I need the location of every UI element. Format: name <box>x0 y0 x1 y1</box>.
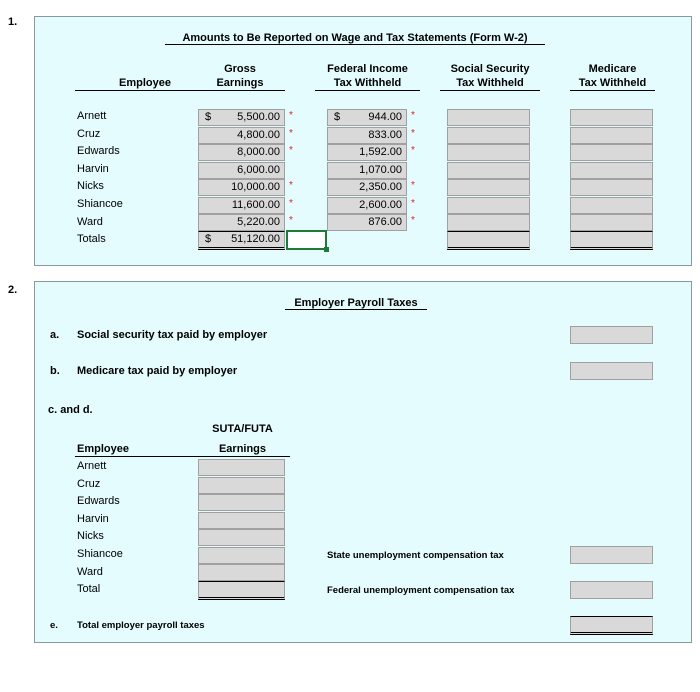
item-a-letter: a. <box>50 329 60 341</box>
social-security-tax-input[interactable] <box>447 144 530 161</box>
social-security-tax-input[interactable] <box>447 127 530 144</box>
suta-futa-earnings-input[interactable] <box>198 529 285 546</box>
w2-amounts-panel <box>34 16 692 266</box>
suta-futa-header-line1: SUTA/FUTA <box>212 423 273 435</box>
employee-name: Harvin <box>77 512 109 525</box>
required-marker: * <box>289 215 293 226</box>
social-security-employer-input[interactable] <box>570 326 653 344</box>
employer-payroll-taxes-panel <box>34 281 692 643</box>
employee-name: Edwards <box>77 495 120 508</box>
federal-unemployment-label: Federal unemployment compensation tax <box>327 585 515 596</box>
gross-earnings-total-cell[interactable]: $ 51,120.00 <box>198 231 285 250</box>
suta-futa-header-line2: Earnings <box>195 442 290 457</box>
employer-payroll-taxes-title: Employer Payroll Taxes <box>285 297 427 310</box>
employee-header-2: Employee <box>75 442 195 457</box>
medicare-employer-input[interactable] <box>570 362 653 380</box>
medicare-tax-total-input[interactable] <box>570 231 653 250</box>
social-security-tax-input[interactable] <box>447 179 530 196</box>
federal-tax-cell[interactable]: 2,600.00 <box>327 197 407 214</box>
medicare-tax-input[interactable] <box>570 197 653 214</box>
suta-futa-earnings-input[interactable] <box>198 547 285 564</box>
suta-employee-list <box>77 458 177 599</box>
federal-tax-cell[interactable]: 876.00 <box>327 214 407 231</box>
state-unemployment-label: State unemployment compensation tax <box>327 550 504 561</box>
employee-name: Shiancoe <box>77 547 123 560</box>
federal-tax-cell[interactable]: 1,592.00 <box>327 144 407 161</box>
suta-futa-earnings-input[interactable] <box>198 459 285 476</box>
item-e-letter: e. <box>50 620 58 631</box>
required-marker: * <box>289 180 293 191</box>
suta-futa-earnings-total-input[interactable] <box>198 581 285 600</box>
employee-name: Shiancoe <box>77 197 123 210</box>
employee-name: Arnett <box>77 460 107 472</box>
medicare-tax-input[interactable] <box>570 162 653 179</box>
federal-unemployment-input[interactable] <box>570 581 653 599</box>
employee-name: Edwards <box>77 145 120 158</box>
item-e-label: Total employer payroll taxes <box>77 620 205 631</box>
currency-symbol: $ <box>205 233 212 245</box>
w2-title: Amounts to Be Reported on Wage and Tax Statements (Form W-2) <box>165 32 545 45</box>
required-marker: * <box>289 145 293 156</box>
state-unemployment-input[interactable] <box>570 546 653 564</box>
medicare-tax-input[interactable] <box>570 214 653 231</box>
question-number-1: 1. <box>8 16 18 28</box>
employee-name: Total <box>77 583 101 596</box>
required-marker: * <box>411 145 415 156</box>
question-number-2: 2. <box>8 284 18 296</box>
federal-tax-cell[interactable]: $ 944.00 <box>327 109 407 126</box>
medicare-tax-input[interactable] <box>570 127 653 144</box>
medicare-tax-input[interactable] <box>570 144 653 161</box>
federal-tax-total-cell-selected[interactable] <box>286 230 327 250</box>
social-security-tax-input[interactable] <box>447 197 530 214</box>
suta-futa-earnings-input[interactable] <box>198 512 285 529</box>
gross-earnings-cell[interactable]: 10,000.00 <box>198 179 285 196</box>
federal-tax-cell[interactable]: 2,350.00 <box>327 179 407 196</box>
suta-futa-earnings-input[interactable] <box>198 564 285 581</box>
employee-name: Ward <box>77 565 103 578</box>
employee-name: Nicks <box>77 530 104 543</box>
social-security-tax-input[interactable] <box>447 214 530 231</box>
federal-tax-cell[interactable]: 833.00 <box>327 127 407 144</box>
item-b-label: Medicare tax paid by employer <box>77 365 238 377</box>
social-security-tax-input[interactable] <box>447 162 530 179</box>
medicare-tax-input[interactable] <box>570 109 653 126</box>
gross-earnings-cell[interactable]: 6,000.00 <box>198 162 285 179</box>
employee-name: Arnett <box>77 110 107 122</box>
gross-earnings-cell[interactable]: 8,000.00 <box>198 144 285 161</box>
employee-name: Harvin <box>77 162 109 175</box>
employee-name: Cruz <box>77 477 101 490</box>
currency-symbol: $ <box>334 111 341 123</box>
gross-earnings-cell[interactable]: 4,800.00 <box>198 127 285 144</box>
currency-symbol: $ <box>205 111 212 123</box>
required-marker: * <box>411 180 415 191</box>
employee-name: Ward <box>77 215 103 228</box>
gross-earnings-header: Gross Earnings <box>195 62 285 91</box>
employee-header: Employee <box>75 62 215 91</box>
required-marker: * <box>289 128 293 139</box>
item-b-letter: b. <box>50 365 60 377</box>
employee-name: Nicks <box>77 180 104 193</box>
social-security-tax-input[interactable] <box>447 109 530 126</box>
gross-earnings-cell[interactable]: $ 5,500.00 <box>198 109 285 126</box>
required-marker: * <box>411 110 415 121</box>
item-cd-label: c. and d. <box>48 404 93 416</box>
suta-futa-earnings-input[interactable] <box>198 477 285 494</box>
totals-label: Totals <box>77 233 106 246</box>
social-security-tax-total-input[interactable] <box>447 231 530 250</box>
medicare-tax-header: Medicare Tax Withheld <box>570 62 655 91</box>
required-marker: * <box>411 198 415 209</box>
employee-name: Cruz <box>77 127 101 140</box>
federal-income-tax-header: Federal Income Tax Withheld <box>315 62 420 91</box>
required-marker: * <box>289 198 293 209</box>
gross-earnings-cell[interactable]: 11,600.00 <box>198 197 285 214</box>
required-marker: * <box>411 215 415 226</box>
medicare-tax-input[interactable] <box>570 179 653 196</box>
total-employer-payroll-taxes-input[interactable] <box>570 616 653 635</box>
social-security-tax-header: Social Security Tax Withheld <box>440 62 540 91</box>
federal-tax-cell[interactable]: 1,070.00 <box>327 162 407 179</box>
required-marker: * <box>411 128 415 139</box>
required-marker: * <box>289 110 293 121</box>
gross-earnings-cell[interactable]: 5,220.00 <box>198 214 285 231</box>
employee-list <box>77 108 177 249</box>
suta-futa-earnings-input[interactable] <box>198 494 285 511</box>
item-a-label: Social security tax paid by employer <box>77 329 268 341</box>
